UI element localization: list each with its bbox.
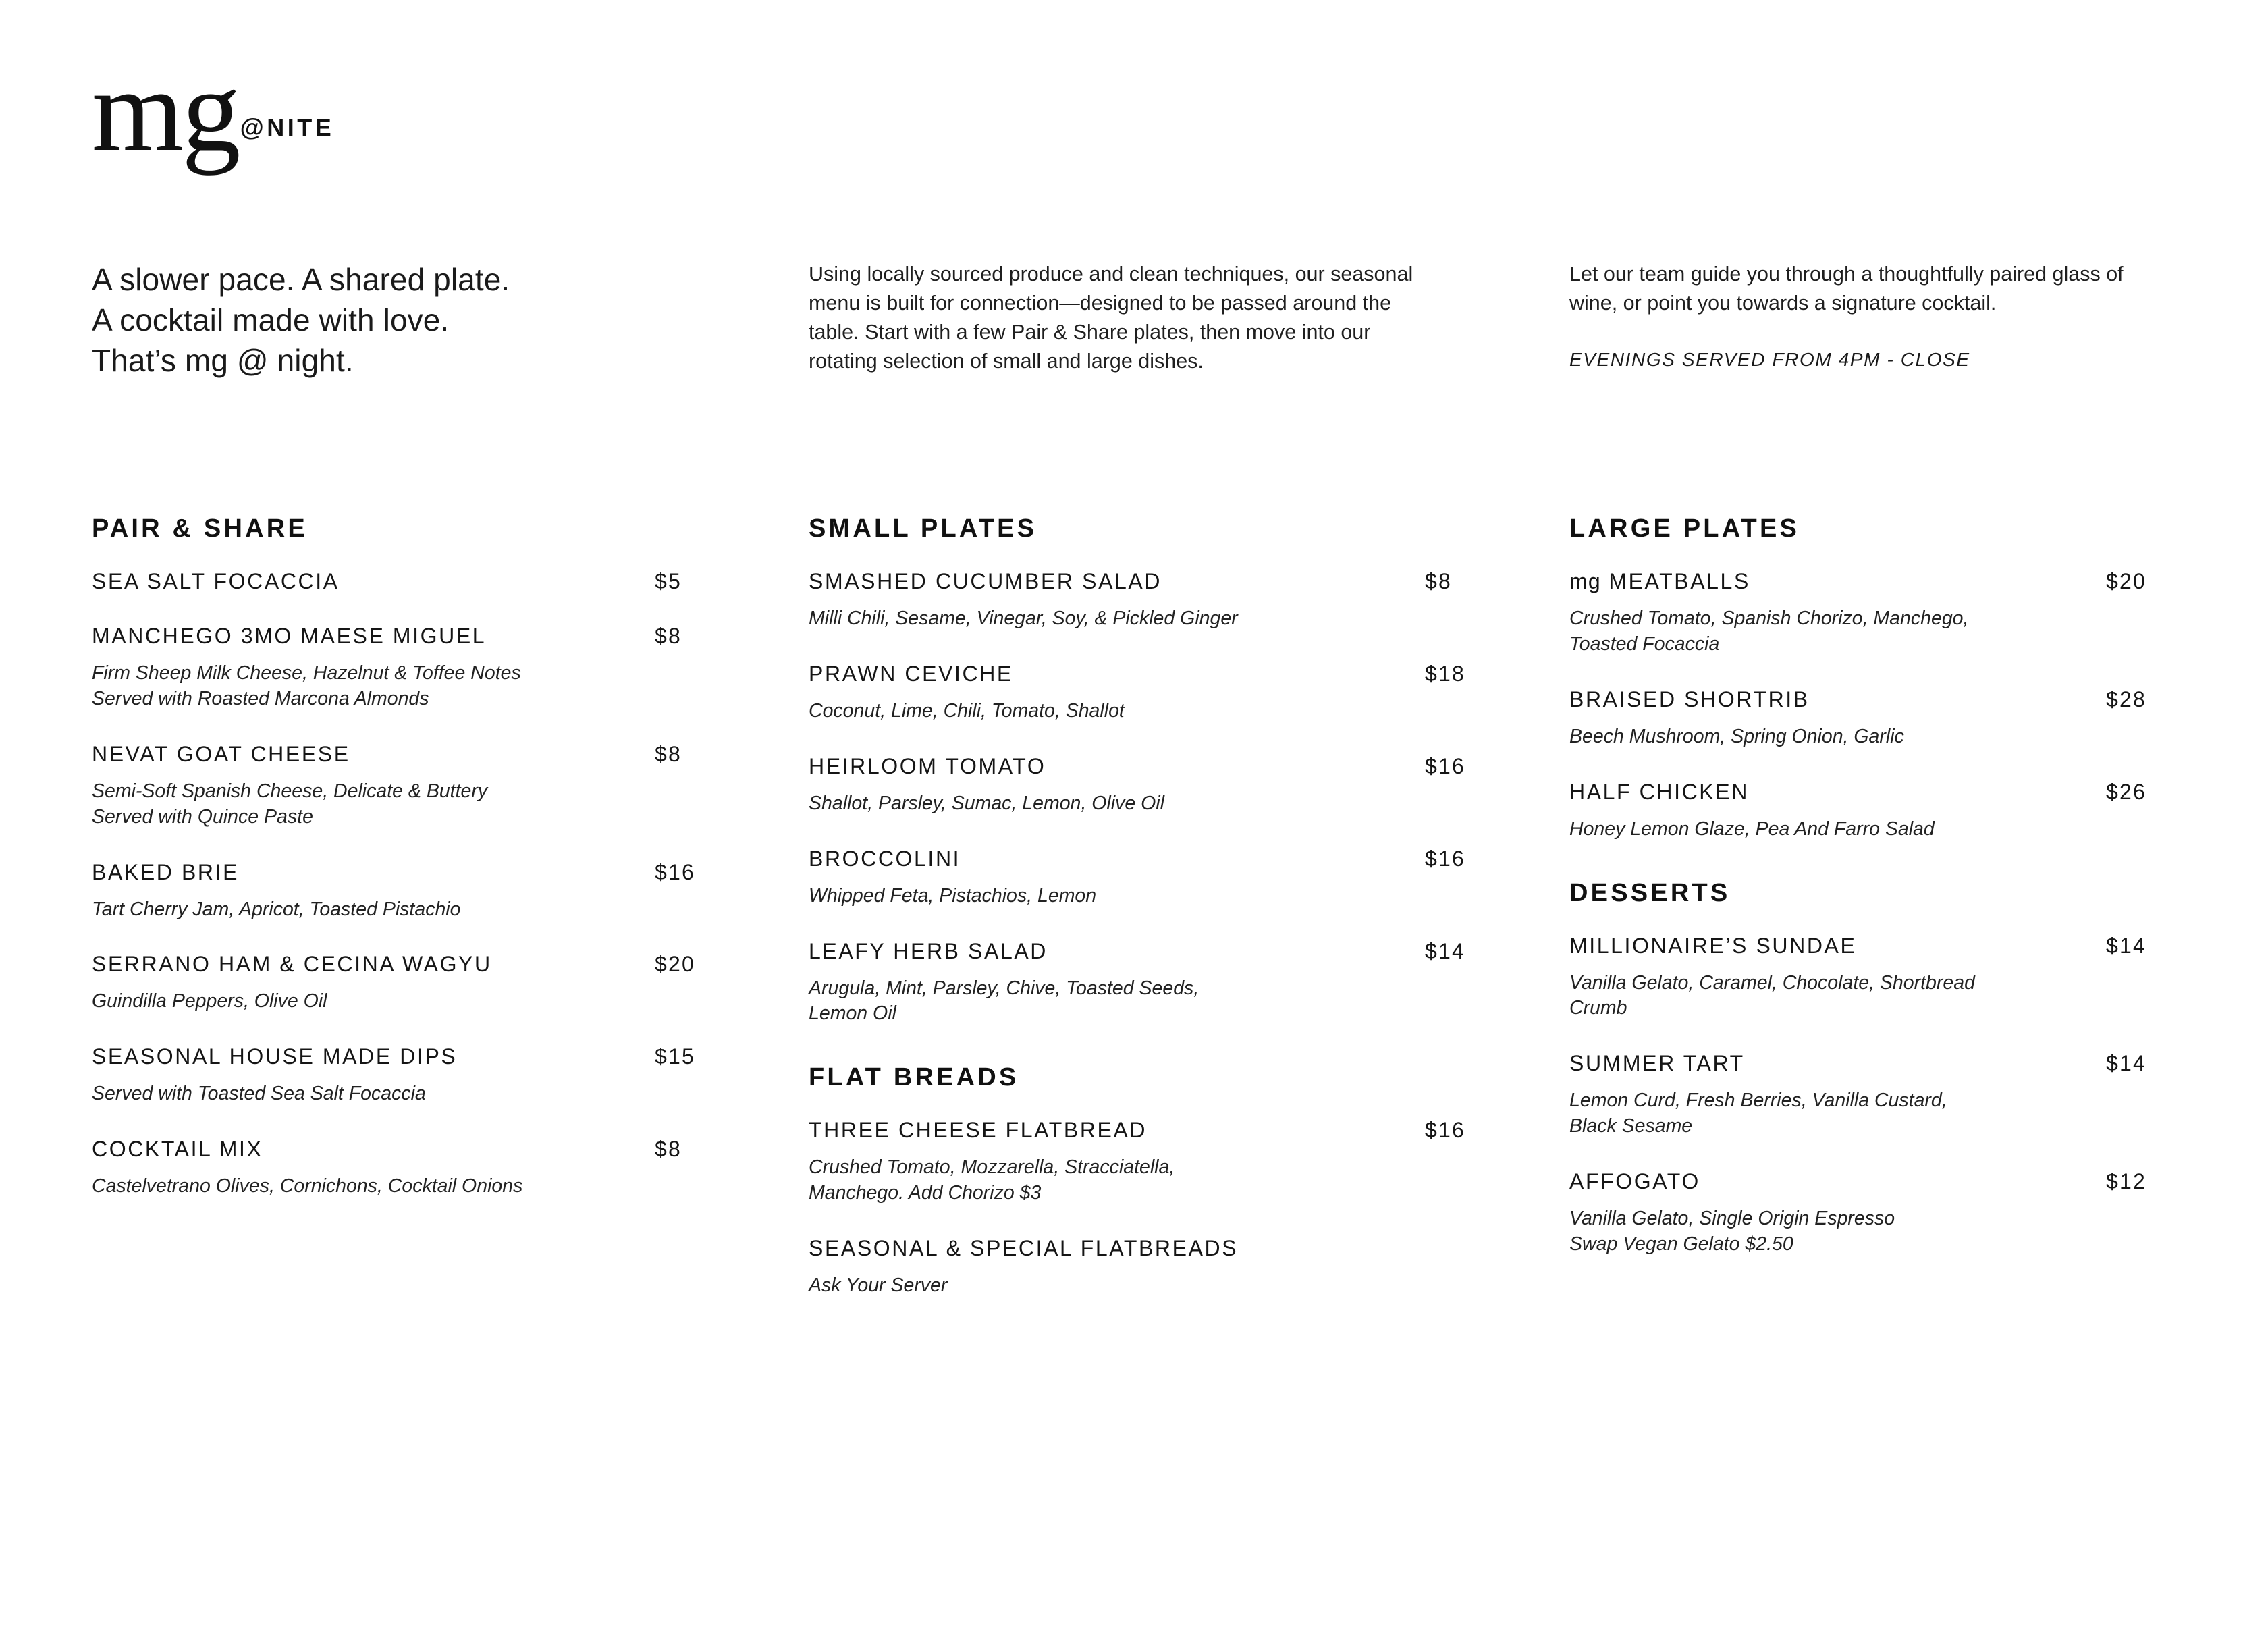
menu-item-price: $16 — [1425, 846, 1465, 871]
menu-item-description-line: Milli Chili, Sesame, Vinegar, Soy, & Pickled Ginger — [809, 608, 1238, 629]
menu-item-name: BRAISED SHORTRIB — [1569, 687, 1810, 711]
menu-item-description-line: Crumb — [1569, 997, 1627, 1019]
menu-item-line — [809, 569, 1495, 594]
menu-item-description-line: Coconut, Lime, Chili, Tomato, Shallot — [809, 699, 1125, 722]
menu-item-description-line: Toasted Focaccia — [1569, 633, 1720, 655]
section-heading: DESSERTS — [1569, 878, 1731, 907]
menu-item-price: $5 — [655, 569, 682, 593]
section-heading: PAIR & SHARE — [92, 514, 308, 543]
menu-column-1 — [92, 514, 809, 1299]
menu-item — [809, 939, 1495, 1027]
intro-blurb-middle: Using locally sourced produce and clean techniques, our seasonal menu is built for connection—designed to be passed around the table. Start with a few Pair & Share plates, then move into our rotating selection of small and large dishes. — [809, 263, 1413, 373]
menu-item-name: BROCCOLINI — [809, 846, 961, 871]
menu-item-description-line: Crushed Tomato, Spanish Chorizo, Manchego, — [1569, 608, 1969, 629]
menu-item-name: BAKED BRIE — [92, 859, 240, 884]
menu-item-price: $8 — [1425, 569, 1452, 593]
menu-item-line — [1569, 1169, 2176, 1194]
intro-blurb-right: Let our team guide you through a thoughtfully paired glass of wine, or point you towards a signature cocktail. — [1569, 263, 2124, 315]
menu-item-price: $20 — [655, 952, 695, 977]
menu-item-price: $12 — [2106, 1169, 2146, 1194]
menu-item-description — [92, 1081, 659, 1107]
lede-line-1: A slower pace. A shared plate. — [92, 262, 510, 297]
menu-item-name: SEA SALT FOCACCIA — [92, 569, 340, 593]
menu-item — [1569, 1051, 2176, 1139]
menu-item-line — [809, 1118, 1495, 1143]
menu-item — [92, 624, 734, 712]
menu-item-name: AFFOGATO — [1569, 1169, 1700, 1194]
menu-item — [92, 952, 734, 1015]
brand-logo — [92, 45, 335, 176]
menu-item-name: LEAFY HERB SALAD — [809, 938, 1048, 963]
menu-item-price: $14 — [2106, 1051, 2146, 1076]
menu-item-price: $28 — [2106, 687, 2146, 711]
menu-item-description-line: Castelvetrano Olives, Cornichons, Cocktail Onions — [92, 1175, 523, 1198]
menu-item-name: NEVAT GOAT CHEESE — [92, 741, 350, 766]
menu-item-description — [92, 1174, 659, 1200]
menu-item-line — [809, 662, 1495, 687]
menu-item — [1569, 687, 2176, 750]
menu-item-name: HEIRLOOM TOMATO — [809, 753, 1046, 778]
menu-item-description-line: Guindilla Peppers, Olive Oil — [92, 990, 327, 1013]
menu-item-name: SERRANO HAM & CECINA WAGYU — [92, 952, 492, 977]
menu-item-description-line: Semi-Soft Spanish Cheese, Delicate & Buttery — [92, 780, 488, 802]
menu-item-line — [92, 569, 734, 594]
menu-item-line — [92, 860, 734, 885]
menu-item-description-line: Firm Sheep Milk Cheese, Hazelnut & Toffee Notes — [92, 662, 521, 684]
menu-item-description-line: Beech Mushroom, Spring Onion, Garlic — [1569, 725, 1904, 747]
menu-item-price: $8 — [655, 1137, 682, 1162]
menu-item-name-rest: MEATBALLS — [1600, 569, 1750, 593]
menu-columns — [92, 514, 2176, 1299]
menu-item-description — [1569, 971, 2136, 1022]
menu-item-description-line: Manchego. Add Chorizo $3 — [809, 1182, 1042, 1204]
menu-item — [92, 1044, 734, 1107]
menu-item-description — [809, 976, 1376, 1027]
menu-item-description-line: Vanilla Gelato, Caramel, Chocolate, Shortbread — [1569, 971, 1975, 994]
menu-item-description — [1569, 1088, 2136, 1139]
menu-item-description-line: Served with Quince Paste — [92, 805, 313, 828]
intro-column-lede — [92, 260, 809, 381]
menu-item — [809, 846, 1495, 909]
intro-column-middle — [809, 260, 1569, 381]
menu-item — [92, 1137, 734, 1200]
intro-column-right — [1569, 260, 2176, 381]
logo-wordmark: mg — [92, 45, 239, 176]
lede-text — [92, 260, 728, 381]
section-heading: LARGE PLATES — [1569, 514, 1800, 543]
menu-item-description — [92, 661, 659, 712]
menu-item-name: HALF CHICKEN — [1569, 779, 1749, 804]
menu-item-description — [809, 699, 1376, 724]
menu-item-description-line: Vanilla Gelato, Single Origin Espresso — [1569, 1208, 1895, 1230]
menu-item-price: $26 — [2106, 779, 2146, 804]
menu-item-description-line: Ask Your Server — [809, 1274, 948, 1297]
menu-item — [92, 742, 734, 830]
menu-item-line — [809, 939, 1495, 964]
menu-item-price: $16 — [655, 859, 695, 884]
menu-item-line — [1569, 687, 2176, 712]
menu-item-description — [1569, 817, 2136, 842]
menu-item-description — [809, 1155, 1376, 1206]
menu-item-description-line: Lemon Curd, Fresh Berries, Vanilla Custard, — [1569, 1089, 1947, 1112]
menu-column-2 — [809, 514, 1569, 1299]
menu-item-line — [1569, 934, 2176, 959]
menu-item-line — [92, 1137, 734, 1162]
logo-suffix-nite: @NITE — [240, 113, 335, 141]
menu-item-price: $16 — [1425, 753, 1465, 778]
service-hours: EVENINGS SERVED FROM 4PM - CLOSE — [1569, 349, 1970, 370]
menu-item-description-line: Whipped Feta, Pistachios, Lemon — [809, 884, 1097, 907]
menu-item-line — [92, 1044, 734, 1069]
menu-item-description-line: Lemon Oil — [809, 1002, 896, 1025]
menu-item — [92, 860, 734, 923]
menu-item-description-line: Shallot, Parsley, Sumac, Lemon, Olive Oil — [809, 792, 1164, 814]
menu-item-description — [809, 884, 1376, 909]
menu-item-description — [809, 791, 1376, 817]
menu-item-price: $16 — [1425, 1118, 1465, 1143]
menu-item-line — [1569, 780, 2176, 805]
menu-item-description-line: Swap Vegan Gelato $2.50 — [1569, 1233, 1793, 1256]
menu-item-name: SMASHED CUCUMBER SALAD — [809, 569, 1162, 593]
menu-item-price: $20 — [2106, 569, 2146, 593]
menu-item-description — [1569, 606, 2136, 657]
menu-item — [809, 569, 1495, 632]
menu-item-description-line: Arugula, Mint, Parsley, Chive, Toasted Seeds, — [809, 977, 1199, 999]
menu-item-description — [92, 897, 659, 923]
menu-item-line — [92, 624, 734, 649]
menu-item-name: MILLIONAIRE’S SUNDAE — [1569, 933, 1857, 958]
menu-item-line — [809, 754, 1495, 779]
menu-item — [1569, 934, 2176, 1022]
menu-item — [809, 662, 1495, 724]
menu-item-description-line: Honey Lemon Glaze, Pea And Farro Salad — [1569, 817, 1935, 840]
menu-item-price: $14 — [2106, 933, 2146, 958]
intro-row — [92, 260, 2176, 381]
menu-item-description — [92, 989, 659, 1015]
menu-item-name — [1569, 569, 1750, 594]
menu-item-description-line: Tart Cherry Jam, Apricot, Toasted Pistachio — [92, 898, 461, 920]
menu-item-description-line: Served with Roasted Marcona Almonds — [92, 687, 429, 709]
menu-item-line — [809, 846, 1495, 871]
menu-item — [1569, 569, 2176, 657]
section-heading: FLAT BREADS — [809, 1063, 1019, 1092]
menu-item — [809, 754, 1495, 817]
menu-item-price: $8 — [655, 741, 682, 766]
menu-item-name: MANCHEGO 3MO MAESE MIGUEL — [92, 624, 487, 648]
menu-item-price: $15 — [655, 1044, 695, 1069]
menu-item-name: SEASONAL & SPECIAL FLATBREADS — [809, 1236, 1239, 1261]
menu-item-description — [1569, 1206, 2136, 1258]
menu-item-description — [809, 1273, 1376, 1299]
menu-item-line — [809, 1236, 1495, 1261]
menu-item-line — [1569, 1051, 2176, 1076]
lede-line-3: That’s mg @ night. — [92, 342, 354, 378]
menu-item — [1569, 780, 2176, 842]
menu-column-3 — [1569, 514, 2176, 1299]
lede-line-2: A cocktail made with love. — [92, 302, 450, 338]
menu-item-description-line: Crushed Tomato, Mozzarella, Stracciatella, — [809, 1156, 1175, 1179]
menu-item-brand-prefix: mg — [1569, 569, 1601, 593]
menu-item — [1569, 1169, 2176, 1258]
menu-item-description-line: Black Sesame — [1569, 1115, 1693, 1137]
menu-item-name: PRAWN CEVICHE — [809, 661, 1013, 686]
menu-item-description — [1569, 724, 2136, 750]
menu-item-description — [92, 779, 659, 830]
menu-item-description-line: Served with Toasted Sea Salt Focaccia — [92, 1083, 426, 1105]
menu-item — [809, 1236, 1495, 1299]
menu-item-description — [809, 606, 1376, 632]
menu-item — [92, 569, 734, 594]
menu-item-line — [1569, 569, 2176, 594]
menu-item-name: SUMMER TART — [1569, 1051, 1745, 1076]
menu-item-line — [92, 742, 734, 767]
section-heading: SMALL PLATES — [809, 514, 1037, 543]
menu-item-price: $18 — [1425, 661, 1465, 686]
menu-item-line — [92, 952, 734, 977]
menu-item — [809, 1118, 1495, 1206]
menu-item-name: SEASONAL HOUSE MADE DIPS — [92, 1044, 458, 1069]
menu-item-price: $14 — [1425, 938, 1465, 963]
menu-item-price: $8 — [655, 624, 682, 648]
menu-item-name: COCKTAIL MIX — [92, 1137, 263, 1162]
menu-item-name: THREE CHEESE FLATBREAD — [809, 1118, 1148, 1143]
